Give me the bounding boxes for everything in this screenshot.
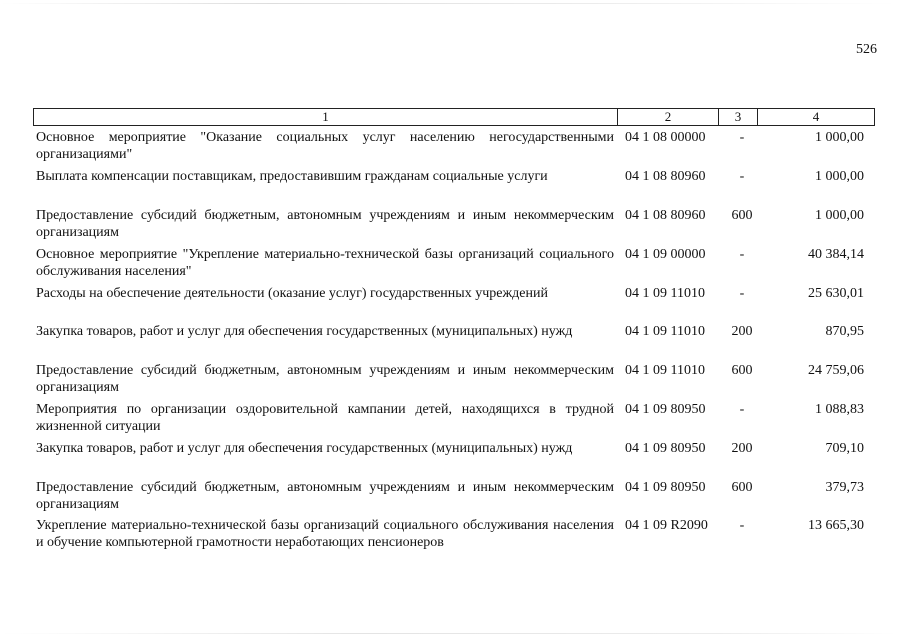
- row-name: Укрепление материально-технической базы организаций социального обслуживания населения и обучение компьютерной грамотности неработающих пенсионеров: [36, 518, 614, 550]
- row-code: 04 1 08 80960: [625, 208, 706, 223]
- row-name: Предоставление субсидий бюджетным, автономным учреждениям и иным некоммерческим организациям: [36, 480, 614, 512]
- row-sum: 1 088,83: [815, 402, 864, 417]
- row-code: 04 1 09 00000: [625, 247, 706, 262]
- row-code: 04 1 09 80950: [625, 480, 706, 495]
- row-sum: 870,95: [825, 324, 864, 339]
- row-sum: 40 384,14: [808, 247, 864, 262]
- row-sum: 24 759,06: [808, 363, 864, 378]
- row-code: 04 1 08 80960: [625, 169, 706, 184]
- table-header: [33, 108, 875, 126]
- row-type: 600: [731, 208, 753, 223]
- row-name: Основное мероприятие "Оказание социальных услуг населению негосударственными организациями": [36, 130, 614, 162]
- row-sum: 1 000,00: [815, 208, 864, 223]
- row-code: 04 1 09 R2090: [625, 518, 708, 533]
- row-sum: 25 630,01: [808, 286, 864, 301]
- row-code: 04 1 09 11010: [625, 286, 705, 301]
- row-type: -: [739, 169, 745, 184]
- scan-edge-top: [0, 3, 897, 4]
- header-col-2: 2: [618, 109, 719, 125]
- row-code: 04 1 09 80950: [625, 441, 706, 456]
- row-sum: 379,73: [825, 480, 864, 495]
- row-code: 04 1 09 80950: [625, 402, 706, 417]
- row-type: 600: [731, 363, 753, 378]
- row-type: 600: [731, 480, 753, 495]
- row-name: Закупка товаров, работ и услуг для обеспечения государственных (муниципальных) нужд: [36, 441, 573, 456]
- row-type: -: [739, 247, 745, 262]
- row-sum: 709,10: [825, 441, 864, 456]
- row-type: -: [739, 518, 745, 533]
- header-col-4: 4: [812, 109, 820, 124]
- row-name: Предоставление субсидий бюджетным, автономным учреждениям и иным некоммерческим организациям: [36, 208, 614, 240]
- header-col-3: 3: [719, 109, 758, 125]
- row-type: 200: [731, 324, 753, 339]
- row-sum: 1 000,00: [815, 130, 864, 145]
- row-name: Расходы на обеспечение деятельности (оказание услуг) государственных учреждений: [36, 286, 548, 301]
- row-name: Закупка товаров, работ и услуг для обеспечения государственных (муниципальных) нужд: [36, 324, 573, 339]
- row-sum: 13 665,30: [808, 518, 864, 533]
- row-sum: 1 000,00: [815, 169, 864, 184]
- row-name: Основное мероприятие "Укрепление материально-технической базы организаций социального обслуживания населения": [36, 247, 614, 279]
- row-type: 200: [731, 441, 753, 456]
- row-code: 04 1 09 11010: [625, 324, 705, 339]
- row-name: Предоставление субсидий бюджетным, автономным учреждениям и иным некоммерческим организациям: [36, 363, 614, 395]
- row-type: -: [739, 402, 745, 417]
- page-number: 526: [856, 42, 877, 57]
- scan-edge-bottom: [0, 633, 897, 634]
- row-type: -: [739, 286, 745, 301]
- row-code: 04 1 08 00000: [625, 130, 706, 145]
- row-name: Выплата компенсации поставщикам, предоставившим гражданам социальные услуги: [36, 169, 548, 184]
- row-name: Мероприятия по организации оздоровительной кампании детей, находящихся в трудной жизненной ситуации: [36, 402, 614, 434]
- row-code: 04 1 09 11010: [625, 363, 705, 378]
- row-type: -: [739, 130, 745, 145]
- header-col-1: 1: [34, 109, 618, 125]
